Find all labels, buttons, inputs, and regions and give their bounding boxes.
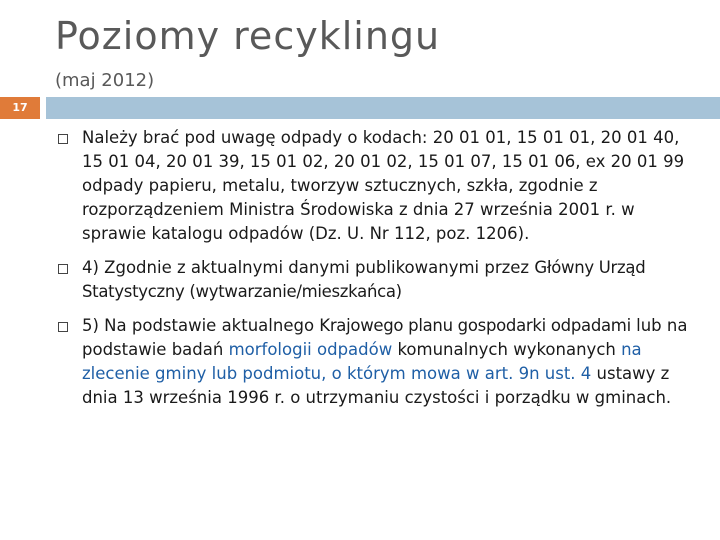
slide-subtitle: (maj 2012) xyxy=(55,70,155,91)
gus-reference: Główny Urząd Statystyczny (wytwarzanie/mieszkańca) xyxy=(82,258,646,301)
slide-title: Poziomy recyklingu xyxy=(55,14,441,58)
item-text: 5) Na podstawie aktualnego xyxy=(82,316,320,335)
bullet-list xyxy=(58,126,688,420)
item-text: Należy brać pod uwagę odpady o kodach: 20 01 01, 15 01 01, 20 01 40, 15 01 04, 20 01 39, 15 01 02, 20 01 02, 15 01 07, 15 01 06, ex 20 01 99 odpady papieru, metalu, tworzyw sztucznych, szkła, zgodnie z rozporządzeniem Ministra Środowiska z dnia 27 września 2001 r. w sprawie katalogu odpadów (Dz. U. Nr 112, poz. 1206). xyxy=(82,128,685,243)
item-text: lub na podstawie badań xyxy=(82,316,688,359)
item-text: ustawy z dnia 13 września 1996 r. o utrzymaniu czystości i porządku w gminach. xyxy=(82,364,672,407)
commission-link[interactable]: na zlecenie gminy lub podmiotu, o którym mowa w art. 9n ust. 4 xyxy=(82,340,642,383)
item-text: komunalnych wykonanych xyxy=(392,340,622,359)
list-item xyxy=(58,256,688,304)
item-text: 4) Zgodnie z aktualnymi danymi publikowanymi przez xyxy=(82,258,535,277)
square-bullet-icon xyxy=(58,322,68,332)
header-bar xyxy=(46,97,720,119)
kpgo-reference: Krajowego planu gospodarki odpadami xyxy=(319,316,631,335)
square-bullet-icon xyxy=(58,264,68,274)
list-item xyxy=(58,314,688,410)
slide-number: 17 xyxy=(12,101,28,114)
morphology-link[interactable]: morfologii odpadów xyxy=(228,340,393,359)
list-item xyxy=(58,126,688,246)
square-bullet-icon xyxy=(58,134,68,144)
